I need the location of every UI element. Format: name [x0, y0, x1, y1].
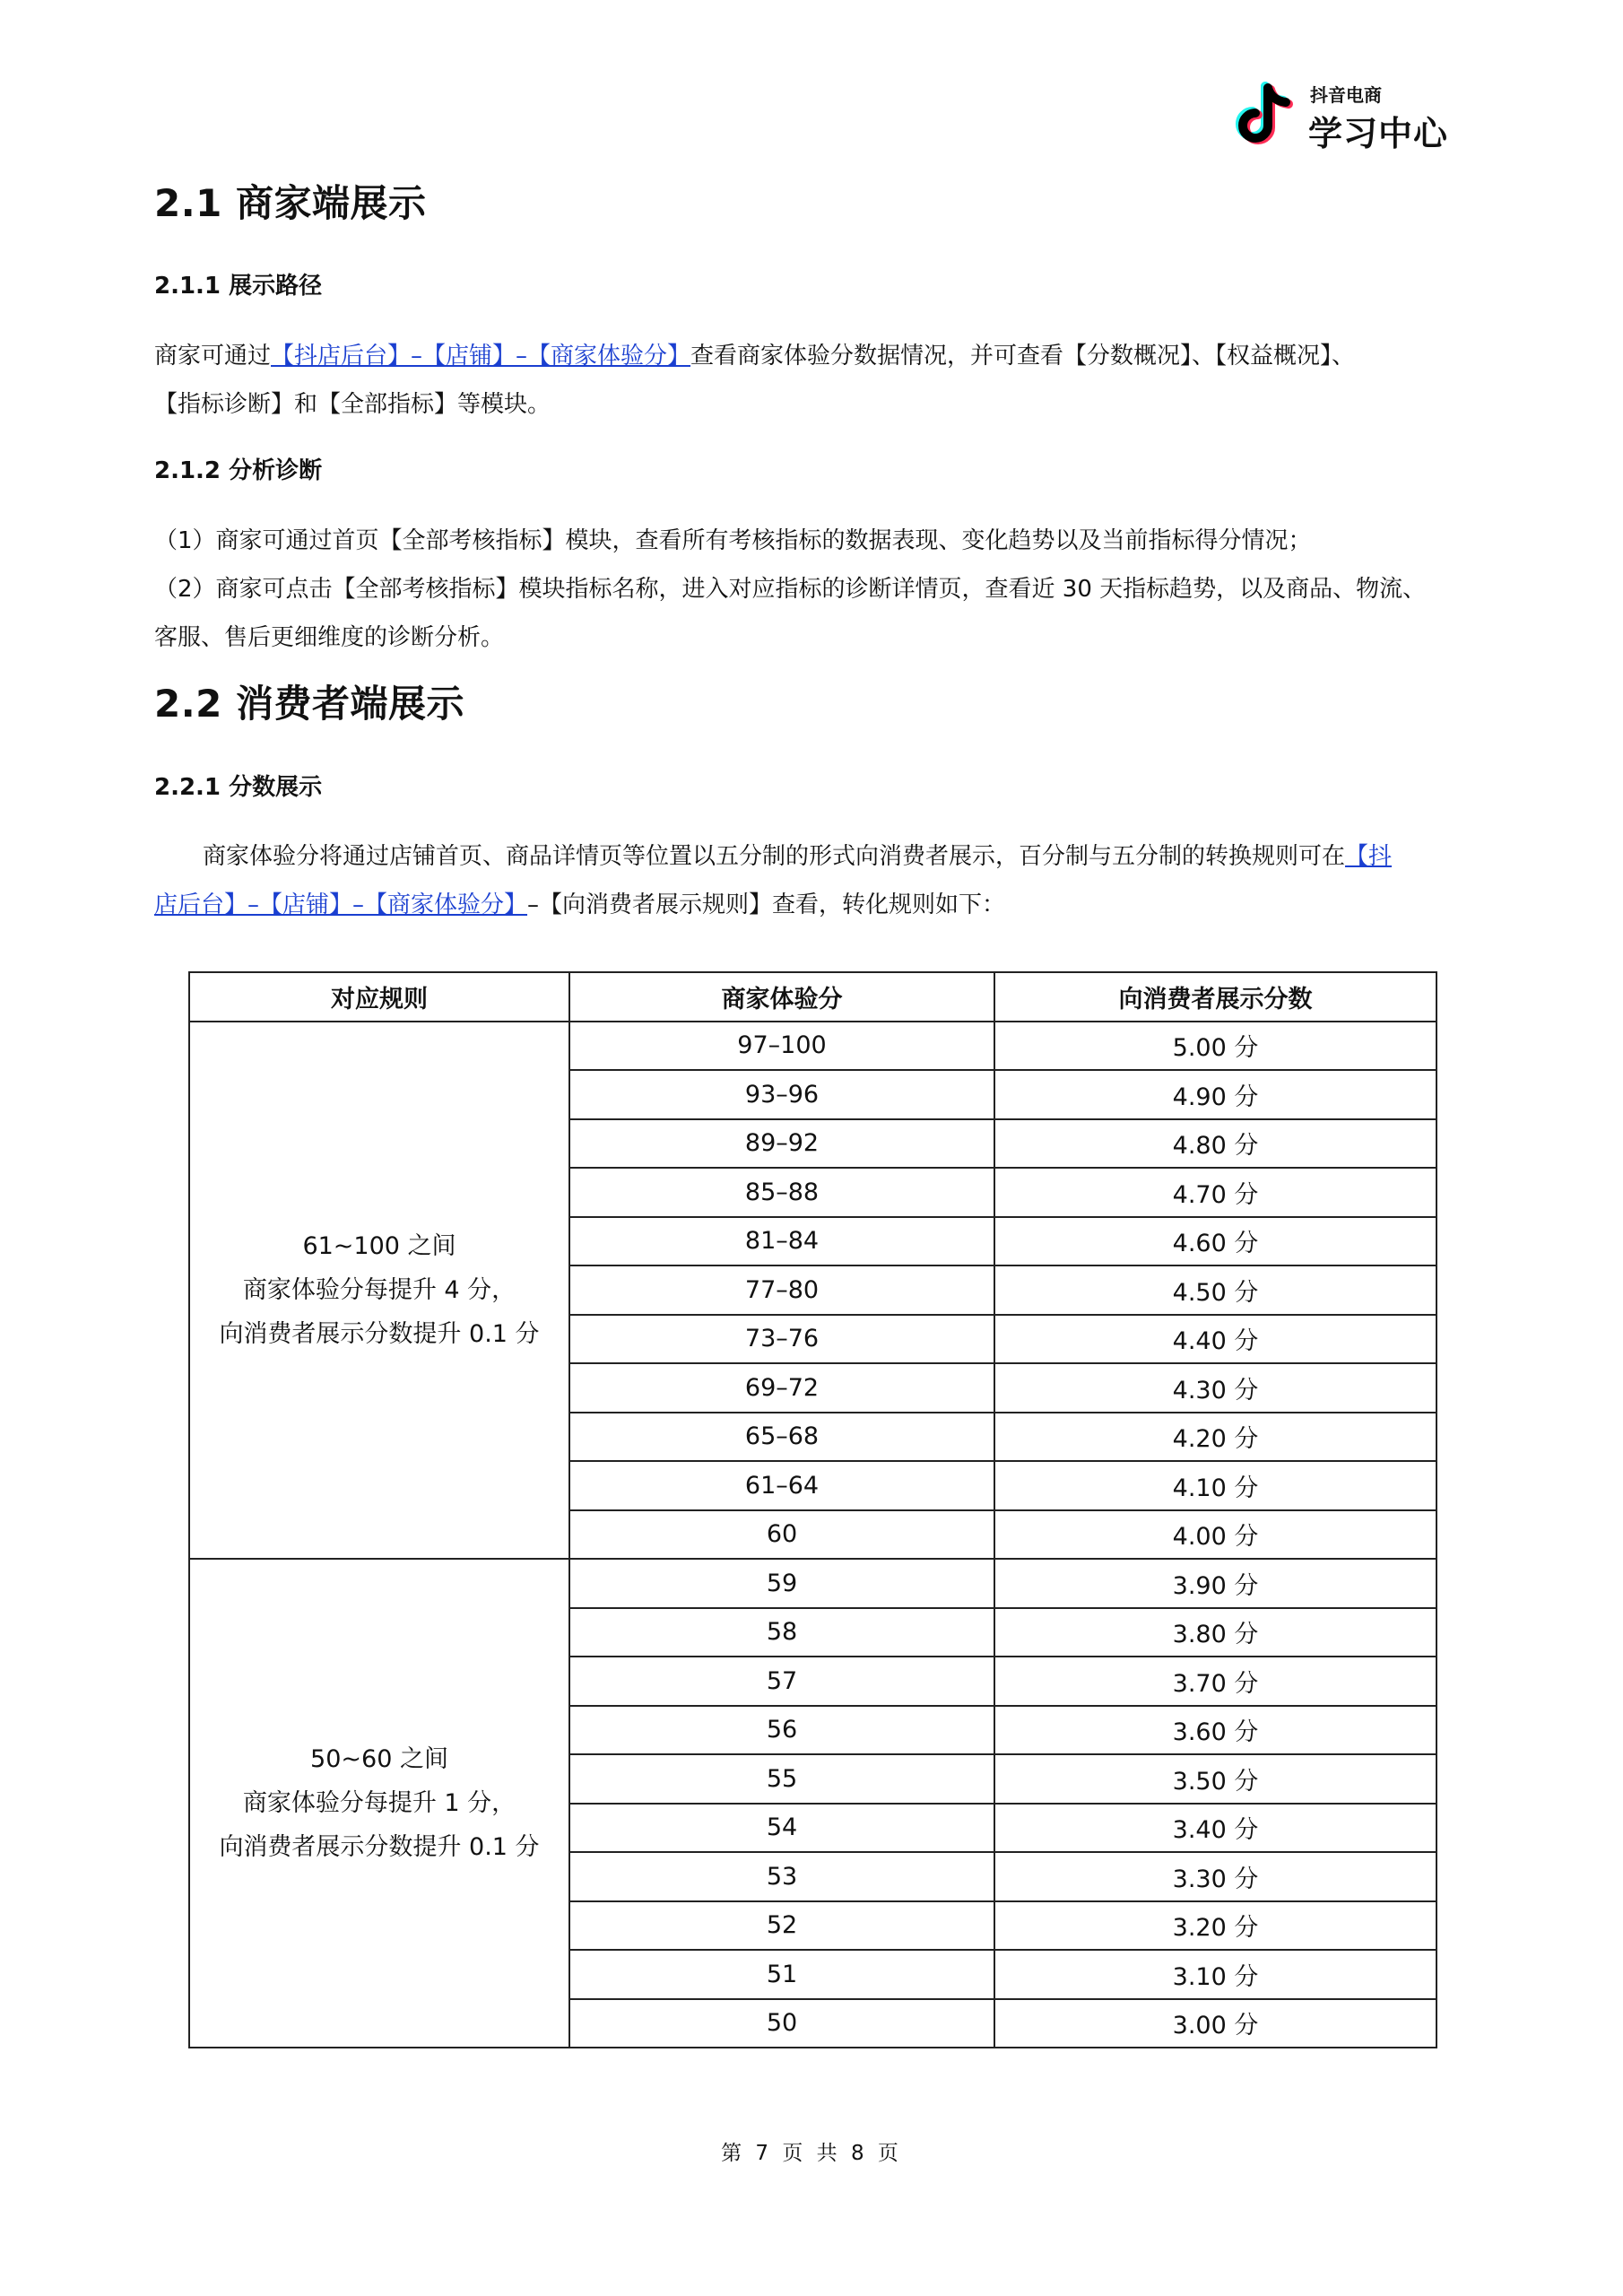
douyin-note-icon	[1236, 81, 1300, 149]
consumer-score-cell: 4.40 分	[994, 1315, 1436, 1364]
merchant-score-cell: 53	[569, 1852, 994, 1901]
consumer-score-cell: 3.60 分	[994, 1706, 1436, 1755]
score-rule-link-start[interactable]: 【抖	[1345, 843, 1393, 870]
consumer-score-cell: 4.10 分	[994, 1461, 1436, 1510]
merchant-score-cell: 69–72	[569, 1363, 994, 1413]
table-header-row	[189, 972, 1436, 1022]
merchant-score-cell: 52	[569, 1901, 994, 1951]
score-display-pre: 商家体验分将通过店铺首页、商品详情页等位置以五分制的形式向消费者展示，百分制与五分制的转换规则可在	[203, 843, 1346, 870]
rule-line: 商家体验分每提升 1 分，	[242, 1789, 516, 1817]
rule-line: 50~60 之间	[310, 1745, 448, 1773]
consumer-score-cell: 4.90 分	[994, 1070, 1436, 1119]
score-display-post: –【向消费者展示规则】查看，转化规则如下：	[527, 891, 1006, 918]
consumer-score-cell: 4.50 分	[994, 1265, 1436, 1315]
rule-cell-61-100	[189, 1022, 569, 1560]
consumer-score-cell: 3.00 分	[994, 1999, 1436, 2048]
merchant-score-cell: 85–88	[569, 1168, 994, 1217]
merchant-score-cell: 57	[569, 1657, 994, 1706]
merchant-score-cell: 54	[569, 1804, 994, 1853]
merchant-score-cell: 61–64	[569, 1461, 994, 1510]
display-path-pre: 商家可通过	[154, 343, 272, 370]
merchant-score-cell: 56	[569, 1706, 994, 1755]
merchant-score-cell: 51	[569, 1950, 994, 1999]
consumer-score-cell: 4.70 分	[994, 1168, 1436, 1217]
merchant-score-cell: 60	[569, 1510, 994, 1560]
consumer-score-cell: 5.00 分	[994, 1022, 1436, 1071]
merchant-score-cell: 77–80	[569, 1265, 994, 1315]
header-merchant-score: 商家体验分	[569, 972, 994, 1022]
diagnosis-item-2-line-2: 客服、售后更细维度的诊断分析。	[154, 624, 505, 651]
display-path-line-1	[154, 332, 1355, 380]
rule-line: 商家体验分每提升 4 分，	[242, 1275, 516, 1304]
section-2-1-1-title: 2.1.1 展示路径	[154, 273, 323, 300]
display-path-line-2: 【指标诊断】和【全部指标】等模块。	[154, 391, 551, 418]
table-row	[189, 1022, 1436, 1071]
rule-line: 向消费者展示分数提升 0.1 分	[219, 1319, 540, 1348]
rule-line: 向消费者展示分数提升 0.1 分	[219, 1833, 540, 1861]
section-2-1-2-title: 2.1.2 分析诊断	[154, 457, 323, 484]
brand-small-text: 抖音电商	[1310, 84, 1382, 106]
score-display-line-2	[154, 881, 1005, 929]
consumer-score-cell: 4.00 分	[994, 1510, 1436, 1560]
consumer-score-cell: 4.30 分	[994, 1363, 1436, 1413]
merchant-score-cell: 89–92	[569, 1119, 994, 1169]
table-row	[189, 1559, 1436, 1608]
consumer-score-cell: 4.80 分	[994, 1119, 1436, 1169]
merchant-score-cell: 73–76	[569, 1315, 994, 1364]
brand-logo	[1236, 79, 1451, 151]
section-2-2-title: 2.2 消费者端展示	[154, 682, 465, 726]
header-consumer-score: 向消费者展示分数	[994, 972, 1436, 1022]
merchant-score-cell: 65–68	[569, 1413, 994, 1462]
consumer-score-cell: 4.20 分	[994, 1413, 1436, 1462]
merchant-score-cell: 55	[569, 1754, 994, 1804]
merchant-score-cell: 97–100	[569, 1022, 994, 1071]
header-rule: 对应规则	[189, 972, 569, 1022]
section-2-1-title: 2.1 商家端展示	[154, 181, 427, 225]
score-rule-link-end[interactable]: 店后台】–【店铺】–【商家体验分】	[154, 891, 528, 918]
consumer-score-cell: 3.50 分	[994, 1754, 1436, 1804]
consumer-score-cell: 3.30 分	[994, 1852, 1436, 1901]
page-number: 第 7 页 共 8 页	[721, 2142, 902, 2165]
consumer-score-cell: 3.10 分	[994, 1950, 1436, 1999]
section-2-2-1-title: 2.2.1 分数展示	[154, 774, 323, 801]
merchant-score-cell: 93–96	[569, 1070, 994, 1119]
display-path-post: 查看商家体验分数据情况，并可查看【分数概况】、【权益概况】、	[690, 343, 1356, 370]
merchant-score-cell: 58	[569, 1608, 994, 1657]
consumer-score-cell: 3.20 分	[994, 1901, 1436, 1951]
consumer-score-cell: 4.60 分	[994, 1217, 1436, 1266]
merchant-score-cell: 50	[569, 1999, 994, 2048]
consumer-score-cell: 3.40 分	[994, 1804, 1436, 1853]
merchant-score-cell: 59	[569, 1559, 994, 1608]
rule-line: 61~100 之间	[302, 1231, 456, 1260]
consumer-score-cell: 3.90 分	[994, 1559, 1436, 1608]
diagnosis-item-1: （1）商家可通过首页【全部考核指标】模块，查看所有考核指标的数据表现、变化趋势以及当前指标得分情况；	[154, 527, 1312, 554]
diagnosis-item-2-line-1: （2）商家可点击【全部考核指标】模块指标名称，进入对应指标的诊断详情页，查看近 30 天指标趋势，以及商品、物流、	[154, 576, 1427, 603]
rule-cell-50-60	[189, 1559, 569, 2048]
brand-big-text: 学习中心	[1308, 114, 1449, 153]
merchant-score-cell: 81–84	[569, 1217, 994, 1266]
consumer-score-cell: 3.70 分	[994, 1657, 1436, 1706]
consumer-score-cell: 3.80 分	[994, 1608, 1436, 1657]
score-conversion-table	[188, 971, 1437, 2048]
score-display-line-1	[203, 832, 1392, 881]
merchant-backend-path-link[interactable]: 【抖店后台】–【店铺】–【商家体验分】	[271, 343, 691, 370]
